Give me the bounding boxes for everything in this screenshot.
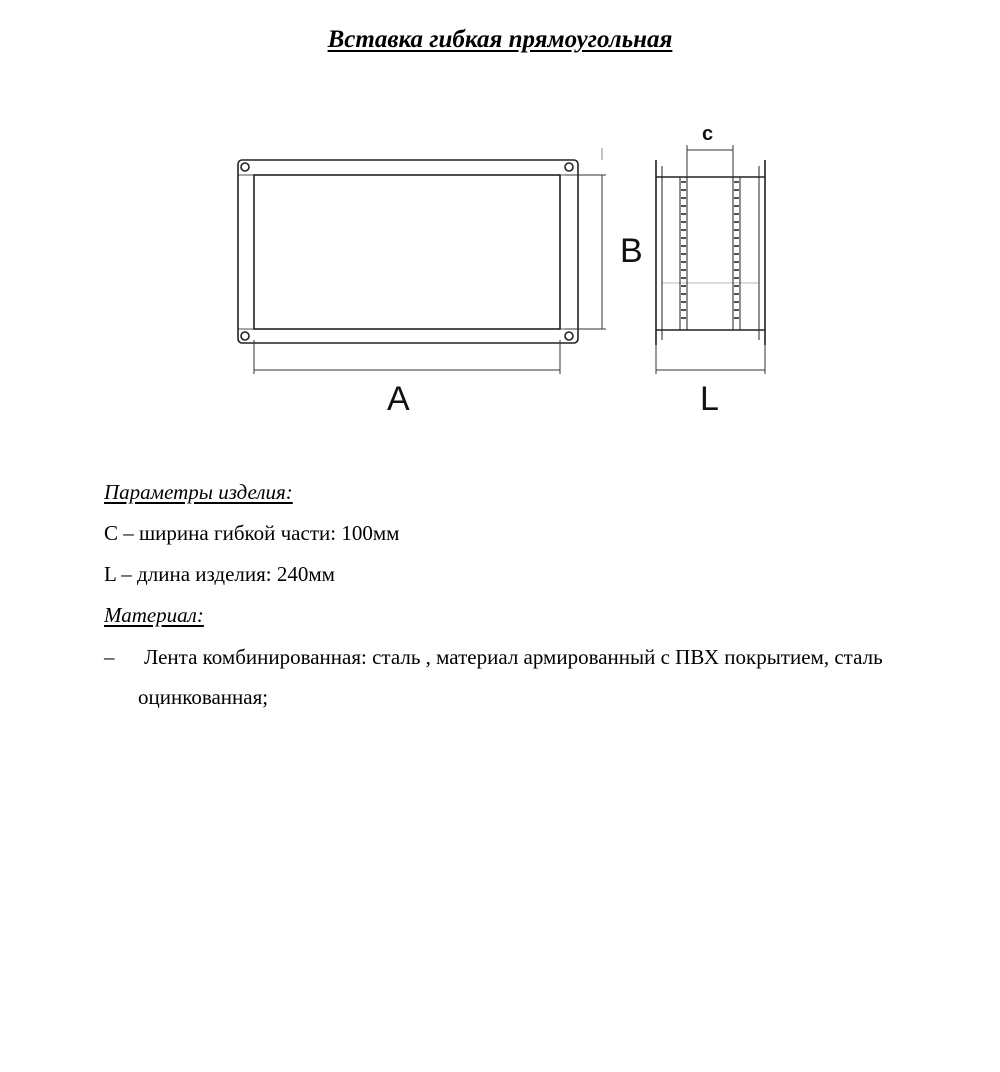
bolt-hole-top-right — [565, 163, 573, 171]
front-flange-inner — [254, 175, 560, 329]
flex-band-texture — [681, 181, 739, 319]
dimension-b — [565, 148, 606, 329]
front-flange-outer — [238, 160, 578, 343]
param-l: L – длина изделия: 240мм — [104, 562, 335, 586]
label-l: L — [700, 380, 719, 418]
material-item: Лента комбинированная: сталь , материал армированный с ПВХ покрытием, сталь оцинкованная; — [138, 645, 883, 709]
technical-drawing — [0, 0, 1000, 440]
param-c: С – ширина гибкой части: 100мм — [104, 521, 400, 545]
dimension-l — [656, 345, 765, 374]
dimension-a — [254, 340, 560, 374]
bolt-hole-top-left — [241, 163, 249, 171]
document-title: Вставка гибкая прямоугольная — [327, 26, 673, 53]
label-c: c — [702, 123, 714, 145]
bolt-hole-bottom-left — [241, 332, 249, 340]
dimension-c — [687, 145, 733, 177]
front-view — [238, 160, 578, 343]
material-heading: Материал: — [104, 603, 204, 627]
label-a: A — [387, 380, 410, 418]
list-bullet: – — [104, 645, 115, 669]
side-view — [656, 160, 765, 345]
label-b: B — [620, 232, 643, 270]
params-heading: Параметры изделия: — [104, 480, 293, 504]
bolt-hole-bottom-right — [565, 332, 573, 340]
